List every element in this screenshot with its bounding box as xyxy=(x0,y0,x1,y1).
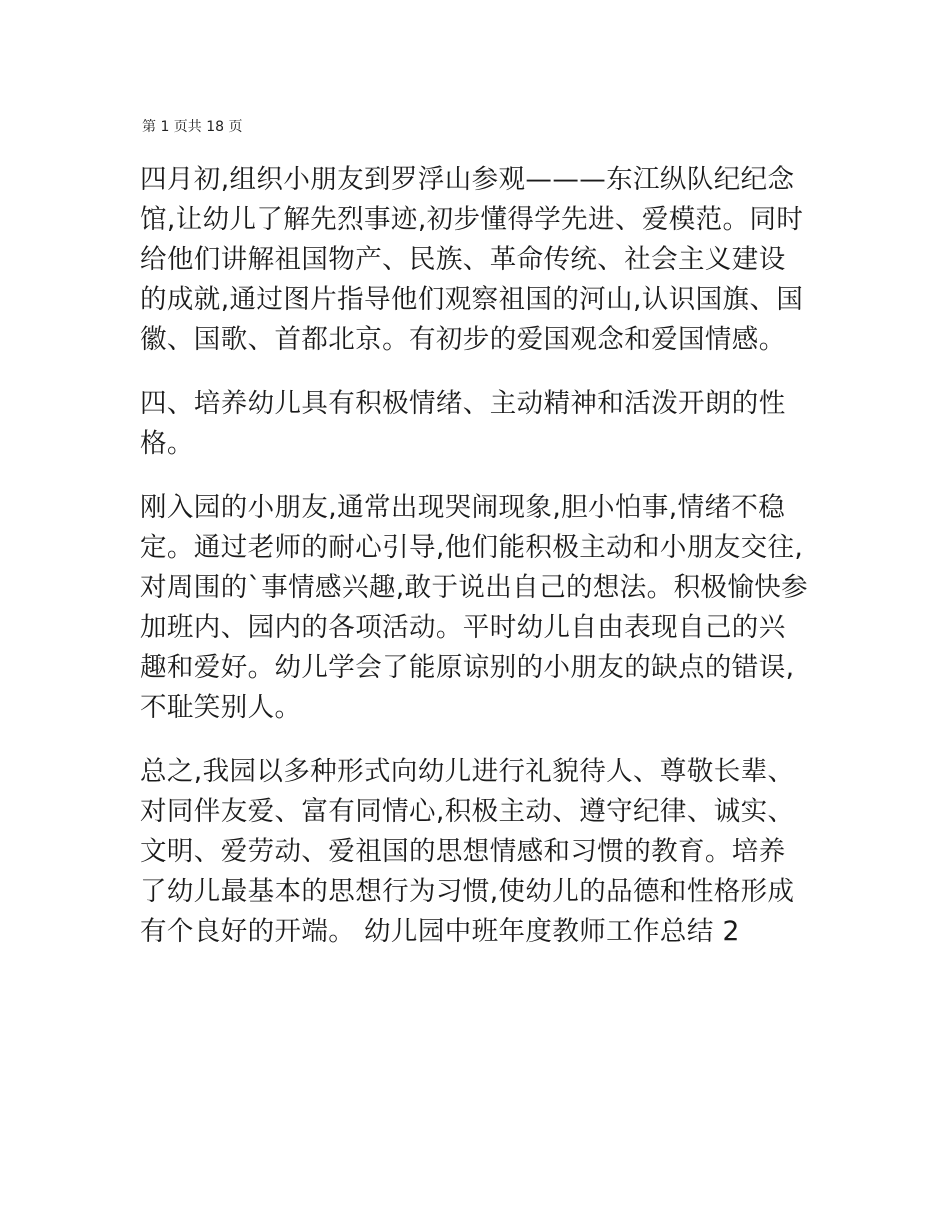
paragraph-summary: 总之,我园以多种形式向幼儿进行礼貌待人、尊敬长辈、对同伴友爱、富有同情心,积极主动、遵守纪律、诚实、文明、爱劳动、爱祖国的思想情感和习惯的教育。培养了幼儿最基本的思想行为习惯,使幼儿的品德和性格形成有个良好的开端。 幼儿园中班年度教师工作总结 2 xyxy=(140,756,795,947)
paragraph-emotional-development: 刚入园的小朋友,通常出现哭闹现象,胆小怕事,情绪不稳定。通过老师的耐心引导,他们能积极主动和小朋友交往,对周围的`事情感兴趣,敢于说出自己的想法。积极愉快参加班内、园内的各项活动。平时幼儿自由表现自己的兴趣和爱好。幼儿学会了能原谅别的小朋友的缺点的错误,不耻笑别人。 xyxy=(140,492,809,723)
paragraph-patriotic-education: 四月初,组织小朋友到罗浮山参观———东江纵队纪纪念馆,让幼儿了解先烈事迹,初步懂得学先进、爱模范。同时给他们讲解祖国物产、民族、革命传统、社会主义建设的成就,通过图片指导他们观察祖国的河山,认识国旗、国徽、国歌、首都北京。有初步的爱国观念和爱国情感。 xyxy=(140,164,804,355)
page-indicator: 第 1 页共 18 页 xyxy=(142,119,243,135)
section-heading-personality: 四、培养幼儿具有积极情绪、主动精神和活泼开朗的性格。 xyxy=(140,388,786,459)
document-body xyxy=(140,160,812,952)
